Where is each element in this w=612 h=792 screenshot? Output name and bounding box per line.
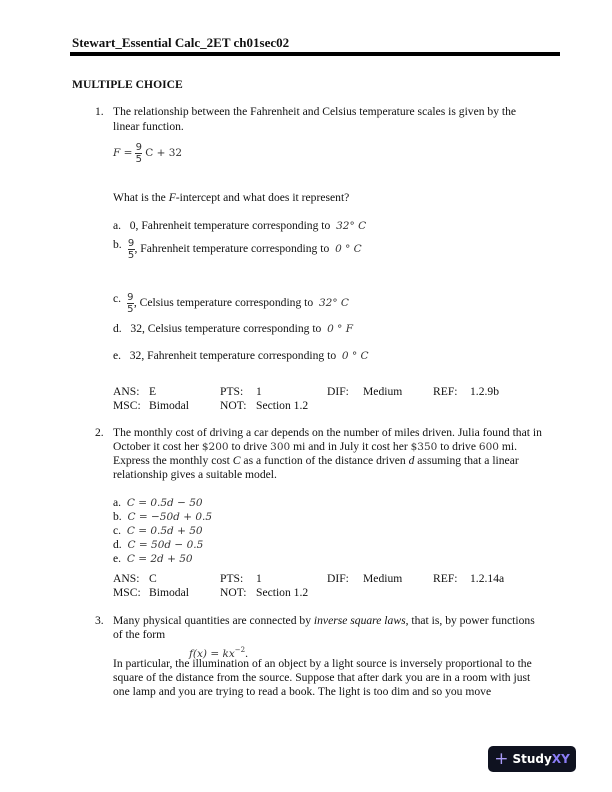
math: $350 xyxy=(410,441,438,453)
option-letter: c. xyxy=(113,524,122,537)
document-header: Stewart_Essential Calc_2ET ch01sec02 xyxy=(72,35,290,50)
option-math: 0 ° C xyxy=(335,243,362,256)
option-math: C = 0.5d + 50 xyxy=(126,525,203,537)
question-text: square of the distance from the source. Suppose that after dark you are in a room with just xyxy=(113,671,531,684)
question-text: In particular, the illumination of an object by a light source is inversely proportional to the xyxy=(113,657,532,670)
text: to drive xyxy=(228,440,271,453)
denominator: 5 xyxy=(127,304,134,315)
var: d xyxy=(408,454,415,467)
text: mi. xyxy=(498,440,517,453)
option-text: , Fahrenheit temperature corresponding to xyxy=(134,242,330,256)
math: 600 xyxy=(478,441,499,453)
option-d[interactable] xyxy=(113,322,353,336)
fraction xyxy=(127,292,134,315)
question-text: The relationship between the Fahrenheit and Celsius temperature scales is given by the xyxy=(113,105,517,118)
var: C xyxy=(232,454,241,467)
option-e[interactable] xyxy=(113,552,193,566)
fraction xyxy=(135,142,142,165)
option-letter: e. xyxy=(113,552,122,565)
option-letter: a. xyxy=(113,496,122,509)
option-letter: d. xyxy=(113,322,122,335)
question-text xyxy=(113,440,517,454)
question-text: The monthly cost of driving a car depends on the number of miles driven. Julia found that in xyxy=(113,426,542,439)
question-text: linear function. xyxy=(113,120,184,133)
pts-value: 1 xyxy=(256,385,262,398)
option-text: , Celsius temperature corresponding to xyxy=(133,296,314,310)
section-heading: MULTIPLE CHOICE xyxy=(72,78,183,91)
header-rule xyxy=(70,52,560,56)
dif-value: Medium xyxy=(363,385,403,398)
numerator: 9 xyxy=(127,238,135,249)
option-e[interactable] xyxy=(113,349,369,363)
text: as a function of the distance driven xyxy=(240,454,409,467)
msc-value: Bimodal xyxy=(149,399,189,412)
question-number: 2. xyxy=(95,426,104,439)
denominator: 5 xyxy=(127,250,135,261)
dif-label: DIF: xyxy=(327,572,349,585)
option-text: 0, Fahrenheit temperature corresponding to xyxy=(129,219,331,232)
ans-value: E xyxy=(149,385,157,398)
not-label: NOT: xyxy=(220,399,247,412)
dif-label: DIF: xyxy=(327,385,349,398)
dif-value: Medium xyxy=(363,572,403,585)
question-text: relationship gives a suitable model. xyxy=(113,468,277,481)
question-text xyxy=(113,614,535,628)
ref-label: REF: xyxy=(433,572,458,585)
option-c[interactable] xyxy=(113,292,349,315)
option-a[interactable] xyxy=(113,219,366,233)
not-value: Section 1.2 xyxy=(256,586,309,599)
emphasis: inverse square laws xyxy=(313,614,406,627)
pts-label: PTS: xyxy=(220,572,244,585)
text: October it cost her xyxy=(113,440,202,453)
option-math: 32° C xyxy=(318,297,349,310)
option-b[interactable] xyxy=(113,238,362,261)
option-text: 32, Fahrenheit temperature corresponding to xyxy=(129,349,337,362)
ref-value: 1.2.14a xyxy=(470,572,505,585)
eq-rhs: C + 32 xyxy=(145,147,183,160)
msc-value: Bimodal xyxy=(149,586,189,599)
option-letter: c. xyxy=(113,292,122,305)
option-math: C = 0.5d − 50 xyxy=(126,497,203,509)
msc-label: MSC: xyxy=(113,586,141,599)
prompt-text: -intercept and what does it represent? xyxy=(175,191,350,204)
msc-label: MSC: xyxy=(113,399,141,412)
ans-label: ANS: xyxy=(113,385,140,398)
numerator: 9 xyxy=(127,292,134,303)
not-value: Section 1.2 xyxy=(256,399,309,412)
pts-value: 1 xyxy=(256,572,262,585)
text: mi and in July it cost her xyxy=(290,440,411,453)
question-text: one lamp and you are trying to read a book. The light is too dim and so you move xyxy=(113,685,492,698)
text: to drive xyxy=(437,440,479,453)
ref-label: REF: xyxy=(433,385,458,398)
prompt-text: What is the xyxy=(113,191,169,204)
fraction xyxy=(128,238,135,261)
equation xyxy=(113,142,182,165)
question-number: 1. xyxy=(95,105,104,118)
question-prompt xyxy=(113,191,349,205)
option-text: 32, Celsius temperature corresponding to xyxy=(130,322,322,335)
option-letter: d. xyxy=(113,538,122,551)
eq-body: f(x) = kx xyxy=(189,647,235,660)
text: Many physical quantities are connected by xyxy=(113,614,314,627)
prompt-var: F xyxy=(168,191,176,204)
option-letter: a. xyxy=(113,219,122,232)
brand-text: Study xyxy=(512,752,552,766)
pts-label: PTS: xyxy=(220,385,244,398)
denominator: 5 xyxy=(135,154,143,165)
option-c[interactable] xyxy=(113,524,203,538)
math: 300 xyxy=(270,441,291,453)
ans-value: C xyxy=(149,572,157,585)
brand-accent: XY xyxy=(551,752,570,766)
eq-exponent: −2 xyxy=(234,646,246,654)
text: assuming that a linear xyxy=(414,454,519,467)
option-math: C = 50d − 0.5 xyxy=(127,539,204,551)
plus-icon: + xyxy=(494,748,509,769)
option-letter: b. xyxy=(113,238,122,251)
option-math: 0 ° C xyxy=(341,350,369,362)
studyxy-badge[interactable] xyxy=(488,746,576,772)
option-letter: b. xyxy=(113,510,122,523)
ref-value: 1.2.9b xyxy=(470,385,499,398)
eq-end: . xyxy=(245,646,248,660)
numerator: 9 xyxy=(135,142,143,153)
not-label: NOT: xyxy=(220,586,247,599)
ans-label: ANS: xyxy=(113,572,140,585)
math: $200 xyxy=(201,441,229,453)
option-letter: e. xyxy=(113,349,122,362)
option-math: C = 2d + 50 xyxy=(126,553,193,565)
option-math: 0 ° F xyxy=(327,323,354,335)
option-math: C = −50d + 0.5 xyxy=(127,511,213,523)
question-text: of the form xyxy=(113,628,166,641)
eq-lhs: F = xyxy=(113,147,133,160)
question-number: 3. xyxy=(95,614,104,627)
option-math: 32° C xyxy=(336,220,367,232)
question-text xyxy=(113,454,519,468)
text: Express the monthly cost xyxy=(113,454,233,467)
text: , that is, by power functions xyxy=(405,614,535,627)
option-a[interactable] xyxy=(113,496,203,510)
option-d[interactable] xyxy=(113,538,203,552)
badge-brand xyxy=(512,752,569,766)
option-b[interactable] xyxy=(113,510,212,524)
